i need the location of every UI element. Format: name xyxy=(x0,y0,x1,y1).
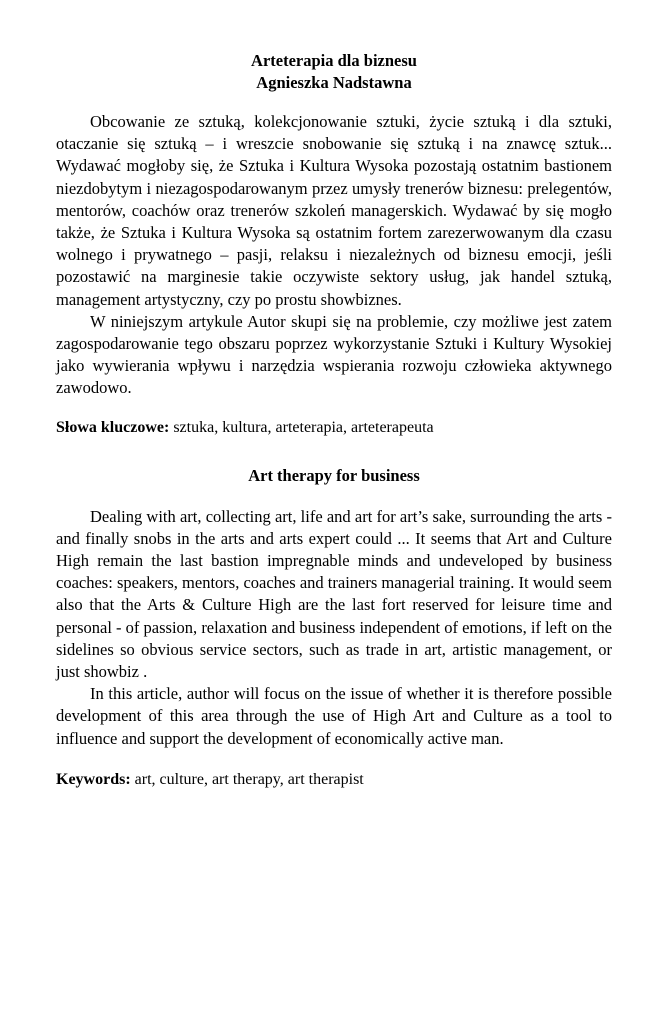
keywords-english xyxy=(56,769,612,791)
abstract-polish-paragraph-2: W niniejszym artykule Autor skupi się na problemie, czy możliwe jest zatem zagospodarowanie tego obszaru poprzez wykorzystanie Sztuki i Kultury Wysokiej jako wywierania wpływu i narzędzia wspierania rozwoju człowieka aktywnego zawodowo. xyxy=(56,311,612,398)
keywords-polish xyxy=(56,417,612,439)
article-page xyxy=(56,50,612,791)
article-author: Agnieszka Nadstawna xyxy=(256,73,412,92)
abstract-english-paragraph-1: Dealing with art, collecting art, life and art for art’s sake, surrounding the arts - and finally snobs in the arts and arts expert could ... It seems that Art and Culture High remain the last bastion impregnable minds and undeveloped by business coaches: speakers, mentors, coaches and trainers managerial training. It would seem also that the Arts & Culture High are the last fort reserved for leisure time and personal - of passion, relaxation and business independent of emotions, if left on the sidelines so obvious service sectors, such as trade in art, artistic management, or just showbiz . xyxy=(56,506,612,682)
article-title-english: Art therapy for business xyxy=(248,465,420,485)
keywords-english-label: Keywords: xyxy=(56,770,131,788)
keywords-polish-label: Słowa kluczowe: xyxy=(56,418,170,436)
abstract-english-paragraph-2: In this article, author will focus on the issue of whether it is therefore possible development of this area through the use of High Art and Culture as a tool to influence and support the development of economically active man. xyxy=(56,684,612,748)
keywords-english-list: art, culture, art therapy, art therapist xyxy=(134,770,364,788)
article-title-polish: Arteterapia dla biznesu xyxy=(251,51,417,70)
abstract-polish-paragraph-1: Obcowanie ze sztuką, kolekcjonowanie sztuki, życie sztuką i dla sztuki, otaczanie się sztuką – i wreszcie snobowanie się sztuką i na znawcę sztuk... Wydawać mogłoby się, że Sztuka i Kultura Wysoka pozostają ostatnim bastionem niezdobytym i niezagospodarowanym przez umysły trenerów biznesu: prelegentów, mentorów, coachów oraz trenerów szkoleń managerskich. Wydawać by się mogło także, że Sztuka i Kultura Wysoka są ostatnim fortem zarezerwowanym dla czasu wolnego i prywatnego – pasji, relaksu i niezależnych od biznesu emocji, jeśli pozostawić na marginesie takie oczywiste sektory usług, jak handel sztuką, management artystyczny, czy po prostu showbiznes. xyxy=(56,112,612,309)
keywords-polish-list: sztuka, kultura, arteterapia, arteterapeuta xyxy=(173,418,434,436)
